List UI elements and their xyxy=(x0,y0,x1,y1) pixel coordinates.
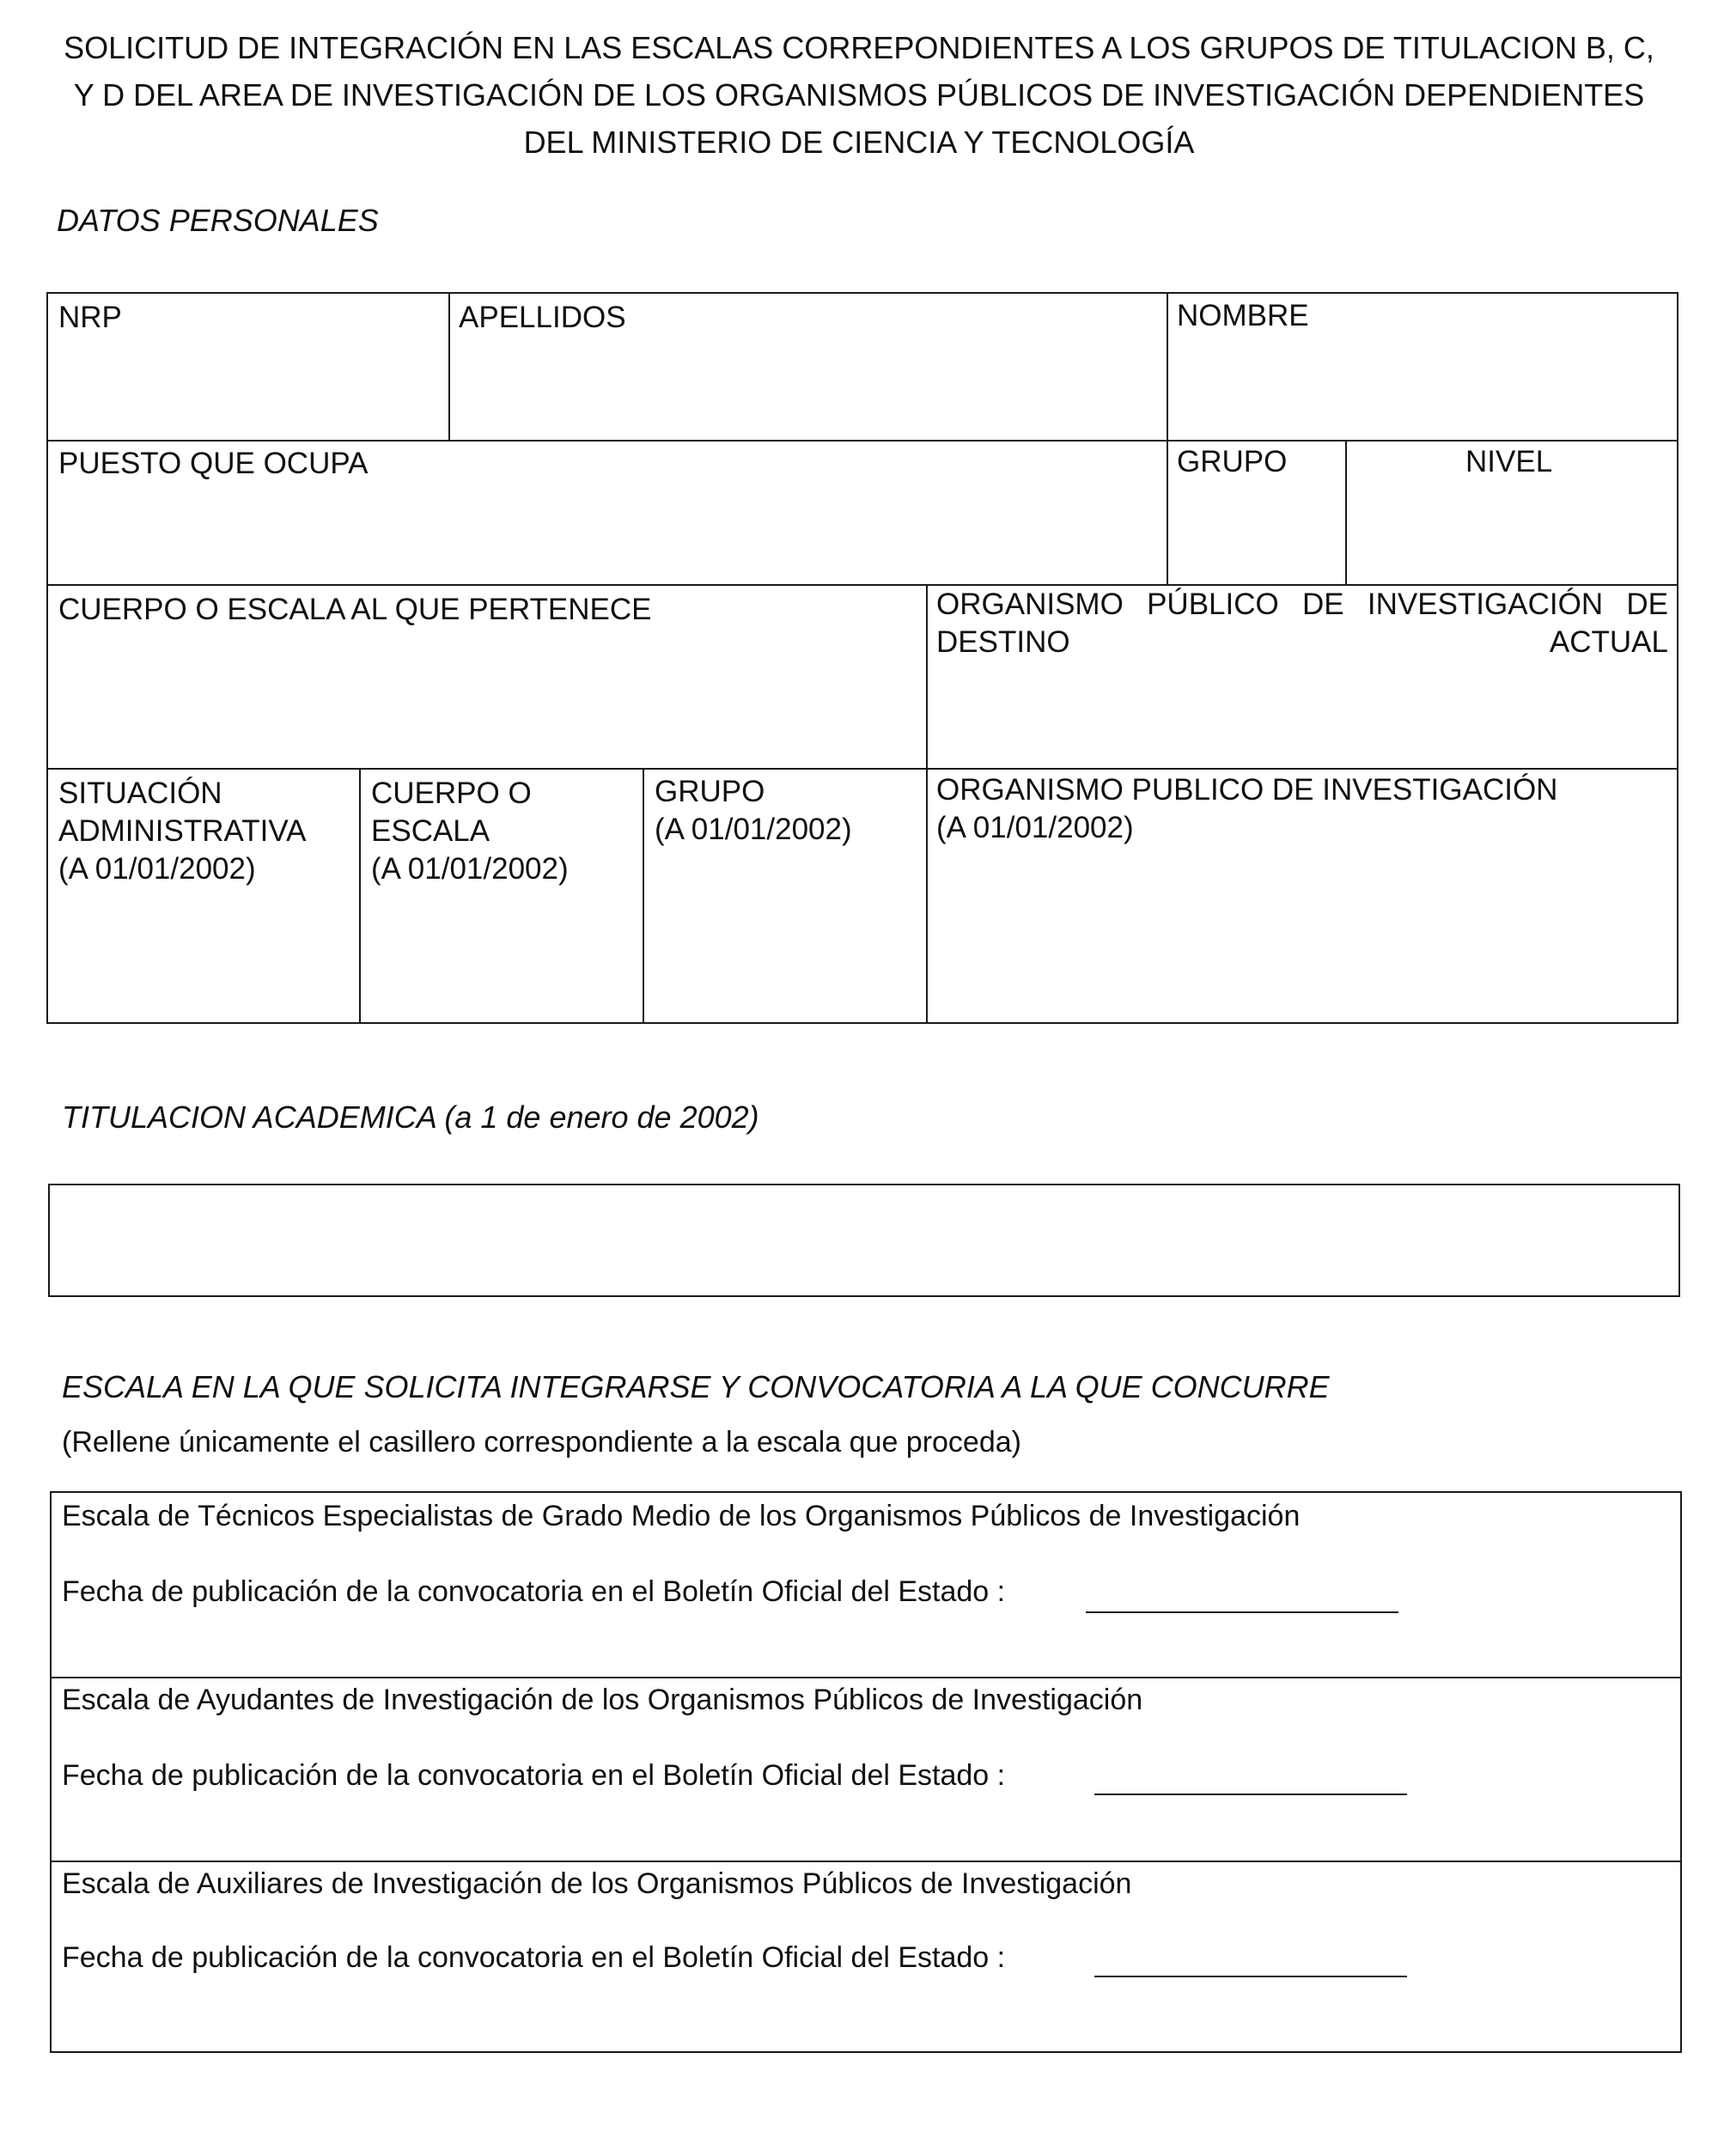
document-title xyxy=(34,24,1684,166)
title-line-3: DEL MINISTERIO DE CIENCIA Y TECNOLOGÍA xyxy=(523,125,1195,160)
titulacion-input-box[interactable] xyxy=(48,1184,1680,1297)
row-divider xyxy=(48,440,1677,442)
row-divider xyxy=(52,1861,1680,1862)
situacion-administrativa-field[interactable] xyxy=(58,775,306,888)
cuerpo-line: CUERPO O xyxy=(371,777,532,810)
puesto-field[interactable]: PUESTO QUE OCUPA xyxy=(58,447,369,480)
title-line-1: SOLICITUD DE INTEGRACIÓN EN LAS ESCALAS CORREPONDIENTES A LOS GRUPOS DE TITULACION B, C, xyxy=(64,30,1654,65)
col-divider xyxy=(926,584,928,1024)
organismo-line: ORGANISMO PUBLICO DE INVESTIGACIÓN xyxy=(936,773,1558,807)
row-divider xyxy=(52,1677,1680,1678)
organismo-destino-field[interactable]: ORGANISMO PÚBLICO DE INVESTIGACIÓN DE DESTINO ACTUAL xyxy=(936,588,1668,659)
nivel-field[interactable]: NIVEL xyxy=(1465,445,1553,478)
col-divider xyxy=(448,294,450,440)
fecha-blank-input[interactable] xyxy=(1086,1611,1398,1613)
organismo-fecha-field[interactable] xyxy=(936,771,1557,847)
col-divider xyxy=(643,768,644,1024)
col-divider xyxy=(1345,440,1347,584)
escala-option-ayudantes[interactable]: Escala de Ayudantes de Investigación de los Organismos Públicos de Investigación xyxy=(62,1684,1143,1716)
row-divider xyxy=(48,768,1677,770)
cuerpo-escala-fecha-field[interactable] xyxy=(371,775,569,888)
fecha-blank-input[interactable] xyxy=(1094,1976,1407,1977)
cuerpo-line: (A 01/01/2002) xyxy=(371,852,569,886)
datos-personales-table xyxy=(46,292,1678,1024)
escala-option-tecnicos[interactable]: Escala de Técnicos Especialistas de Grado Medio de los Organismos Públicos de Investigación xyxy=(62,1500,1301,1532)
organismo-line: (A 01/01/2002) xyxy=(936,811,1134,844)
title-line-2: Y D DEL AREA DE INVESTIGACIÓN DE LOS ORGANISMOS PÚBLICOS DE INVESTIGACIÓN DEPENDIENTES xyxy=(73,77,1645,113)
nombre-field[interactable]: NOMBRE xyxy=(1177,299,1309,332)
fecha-label: Fecha de publicación de la convocatoria en el Boletín Oficial del Estado : xyxy=(62,1575,1006,1608)
grupo-field[interactable]: GRUPO xyxy=(1177,445,1288,478)
apellidos-field[interactable]: APELLIDOS xyxy=(459,301,626,334)
grupo-fecha-field[interactable] xyxy=(655,773,852,849)
col-divider xyxy=(359,768,361,1024)
escala-note: (Rellene únicamente el casillero correspondiente a la escala que proceda) xyxy=(62,1426,1021,1459)
fecha-blank-input[interactable] xyxy=(1094,1794,1407,1795)
escala-heading: ESCALA EN LA QUE SOLICITA INTEGRARSE Y CONVOCATORIA A LA QUE CONCURRE xyxy=(62,1369,1330,1404)
escala-option-auxiliares[interactable]: Escala de Auxiliares de Investigación de los Organismos Públicos de Investigación xyxy=(62,1867,1132,1900)
grupo-line: GRUPO xyxy=(655,775,765,808)
fecha-label: Fecha de publicación de la convocatoria en el Boletín Oficial del Estado : xyxy=(62,1941,1006,1974)
nrp-field[interactable]: NRP xyxy=(58,301,122,334)
cuerpo-line: ESCALA xyxy=(371,814,490,848)
situacion-line: (A 01/01/2002) xyxy=(58,852,256,886)
situacion-line: SITUACIÓN xyxy=(58,777,222,810)
fecha-label: Fecha de publicación de la convocatoria en el Boletín Oficial del Estado : xyxy=(62,1759,1006,1792)
escala-options-table xyxy=(50,1491,1682,2053)
grupo-line: (A 01/01/2002) xyxy=(655,813,852,846)
situacion-line: ADMINISTRATIVA xyxy=(58,814,307,848)
titulacion-heading: TITULACION ACADEMICA (a 1 de enero de 2002) xyxy=(62,1099,759,1135)
cuerpo-escala-field[interactable]: CUERPO O ESCALA AL QUE PERTENECE xyxy=(58,593,652,626)
datos-personales-heading: DATOS PERSONALES xyxy=(57,203,379,238)
col-divider xyxy=(1167,294,1168,584)
